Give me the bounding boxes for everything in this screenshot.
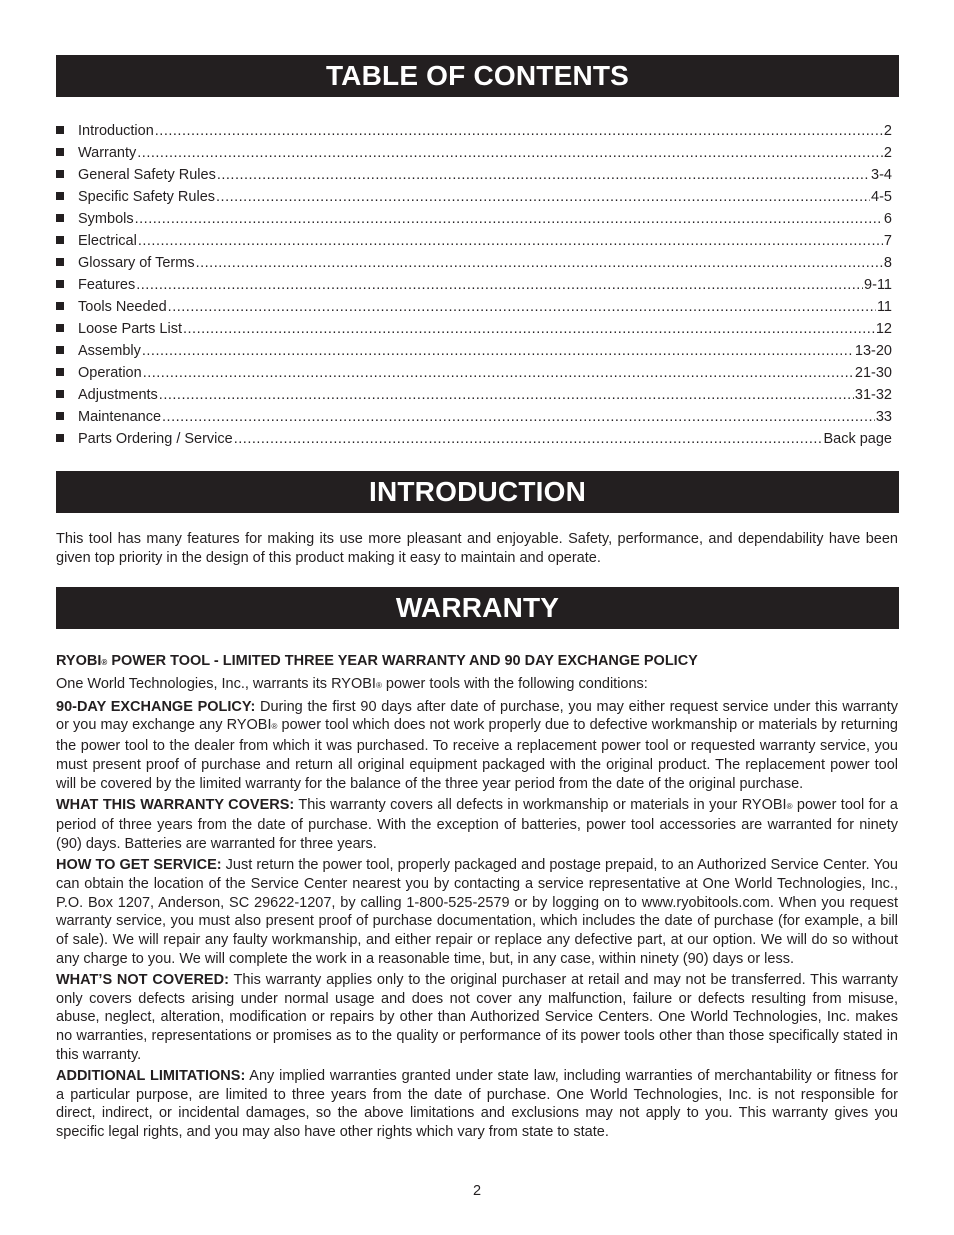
warranty-section [56,652,898,1144]
bullet-square-icon [56,192,64,200]
bullet-square-icon [56,390,64,398]
toc-item [56,211,892,233]
toc-item [56,145,892,167]
introduction-text: This tool has many features for making its use more pleasant and enjoyable. Safety, performance, and dependability have been given top priority in the design of this product making it easy to maintain and operate. [56,531,898,566]
toc-item-page: 12 [875,321,892,337]
bullet-square-icon [56,434,64,442]
bullet-square-icon [56,368,64,376]
introduction-title-bar [56,471,899,513]
toc-leader-dots [135,211,883,227]
bullet-square-icon [56,236,64,244]
bullet-square-icon [56,324,64,332]
toc-item-label: Features [78,277,136,293]
toc-item-page: 9-11 [864,277,892,293]
toc-item-page: 2 [883,145,892,161]
toc-item-label: Electrical [78,233,137,249]
bullet-square-icon [56,126,64,134]
introduction-section [56,530,898,570]
bullet-square-icon [56,412,64,420]
toc-item-label: Operation [78,365,142,381]
toc-leader-dots [143,365,854,381]
toc-item-label: Maintenance [78,409,162,425]
toc-item-label: Assembly [78,343,141,359]
toc-item [56,409,892,431]
toc-item-page: 31-32 [854,387,892,403]
bullet-square-icon [56,346,64,354]
warranty-intro: One World Technologies, Inc., warrants its RYOBI® power tools with the following conditions: [56,675,648,692]
get-service-paragraph: HOW TO GET SERVICE: Just return the power tool, properly packaged and postage prepaid, to an Authorized Service Center. You can obtain the location of the Service Center nearest you by contacting a service representative at One World Technologies, Inc., P.O. Box 1207, Anderson, SC 29622-1207, by calling 1-800-525-2579 or by logging on to www.ryobitools.com. When you request warranty service, you must also present proof of purchase documentation, which includes the date of purchase (for example, a bill of sale). We will repair any faulty workmanship, and either repair or replace any defective part, at our option. We will do so without any charge to you. We will complete the work in a reasonable time, but, in any case, within ninety (90) days or less. [56,856,898,967]
toc-item-page: 13-20 [854,343,892,359]
bullet-square-icon [56,214,64,222]
toc-item [56,255,892,277]
toc-item-page: 33 [875,409,892,425]
toc-title: TABLE OF CONTENTS [325,60,630,91]
bullet-square-icon [56,258,64,266]
page-number: 2 [472,1183,482,1199]
introduction-title: INTRODUCTION [368,476,587,507]
toc-leader-dots [155,123,883,139]
bullet-square-icon [56,280,64,288]
toc-item [56,431,892,453]
toc-leader-dots [196,255,883,271]
toc-leader-dots [216,189,870,205]
warranty-covers-label: WHAT THIS WARRANTY COVERS: [56,796,295,813]
toc-item [56,167,892,189]
get-service-label: HOW TO GET SERVICE: [56,856,222,873]
toc-leader-dots [234,431,823,447]
bullet-square-icon [56,170,64,178]
toc-item-label: Tools Needed [78,299,167,315]
toc-item [56,233,892,255]
warranty-title: WARRANTY [395,592,560,623]
toc-item-page: 21-30 [854,365,892,381]
toc-item-label: Introduction [78,123,154,139]
toc-leader-dots [168,299,876,315]
toc-item-label: Specific Safety Rules [78,189,216,205]
toc-item [56,321,892,343]
toc-item-label: Warranty [78,145,137,161]
toc-leader-dots [136,277,863,293]
toc-item [56,365,892,387]
warranty-covers-paragraph: WHAT THIS WARRANTY COVERS: This warranty covers all defects in workmanship or materials in your RYOBI® power tool for a period of three years from the date of purchase. With the exception of batteries, power tool accessories are warranted for ninety (90) days. Batteries are warranted for three years. [56,796,898,853]
warranty-heading: RYOBI® POWER TOOL - LIMITED THREE YEAR WARRANTY AND 90 DAY EXCHANGE POLICY [56,653,698,669]
toc-item [56,387,892,409]
toc-item-page: 4-5 [871,189,892,205]
limitations-label: ADDITIONAL LIMITATIONS: [56,1067,246,1084]
toc-item-page: 2 [883,123,892,139]
toc-list [56,123,892,453]
toc-leader-dots [183,321,875,337]
limitations-paragraph: ADDITIONAL LIMITATIONS: Any implied warranties granted under state law, including warranties of merchantability or fitness for a particular purpose, are limited to three years from the date of purchase. One World Technologies, Inc. is not responsible for direct, indirect, or incidental damages, so the above limitations and exclusions may not apply to you. This warranty gives you specific legal rights, and you may also have other rights which vary from state to state. [56,1067,898,1141]
toc-leader-dots [162,409,875,425]
exchange-policy-label: 90-DAY EXCHANGE POLICY: [56,698,256,715]
not-covered-label: WHAT’S NOT COVERED: [56,971,229,988]
bullet-square-icon [56,148,64,156]
toc-item-page: 6 [883,211,892,227]
toc-leader-dots [217,167,870,183]
toc-item-label: General Safety Rules [78,167,216,183]
toc-item-label: Parts Ordering / Service [78,431,233,447]
exchange-policy-paragraph: 90-DAY EXCHANGE POLICY: During the first 90 days after date of purchase, you may either request service under this warranty or you may exchange any RYOBI® power tool which does not work properly due to defective workmanship or materials by returning the power tool to the dealer from which it was purchased. To receive a replacement power tool or requested warranty service, you must present proof of purchase and return all original equipment packaged with the original product. The replacement power tool will be covered by the limited warranty for the balance of the three year period from the date of the original purchase. [56,698,898,792]
toc-item [56,123,892,145]
toc-item-page: 11 [876,299,892,315]
not-covered-paragraph: WHAT’S NOT COVERED: This warranty applies only to the original purchaser at retail and may not be transferred. This warranty only covers defects arising under normal usage and does not cover any malfunction, failure or defects resulting from misuse, abuse, neglect, alteration, modification or repairs by other than Authorized Service Centers. One World Technologies, Inc. makes no warranties, representations or promises as to the quality or performance of its power tools other than those specifically stated in this warranty. [56,971,899,1063]
toc-item [56,277,892,299]
warranty-title-bar [56,587,899,629]
toc-item-page: 3-4 [871,167,892,183]
toc-title-bar [56,55,899,97]
toc-leader-dots [137,145,883,161]
toc-leader-dots [138,233,883,249]
toc-leader-dots [142,343,854,359]
toc-item-page: Back page [823,431,892,447]
toc-item-label: Loose Parts List [78,321,182,337]
toc-item-label: Adjustments [78,387,158,403]
toc-leader-dots [159,387,854,403]
toc-item-label: Glossary of Terms [78,255,195,271]
toc-item [56,343,892,365]
toc-item-label: Symbols [78,211,134,227]
toc-item [56,189,892,211]
toc-item-page: 8 [883,255,892,271]
bullet-square-icon [56,302,64,310]
toc-item [56,299,892,321]
toc-item-page: 7 [883,233,892,249]
